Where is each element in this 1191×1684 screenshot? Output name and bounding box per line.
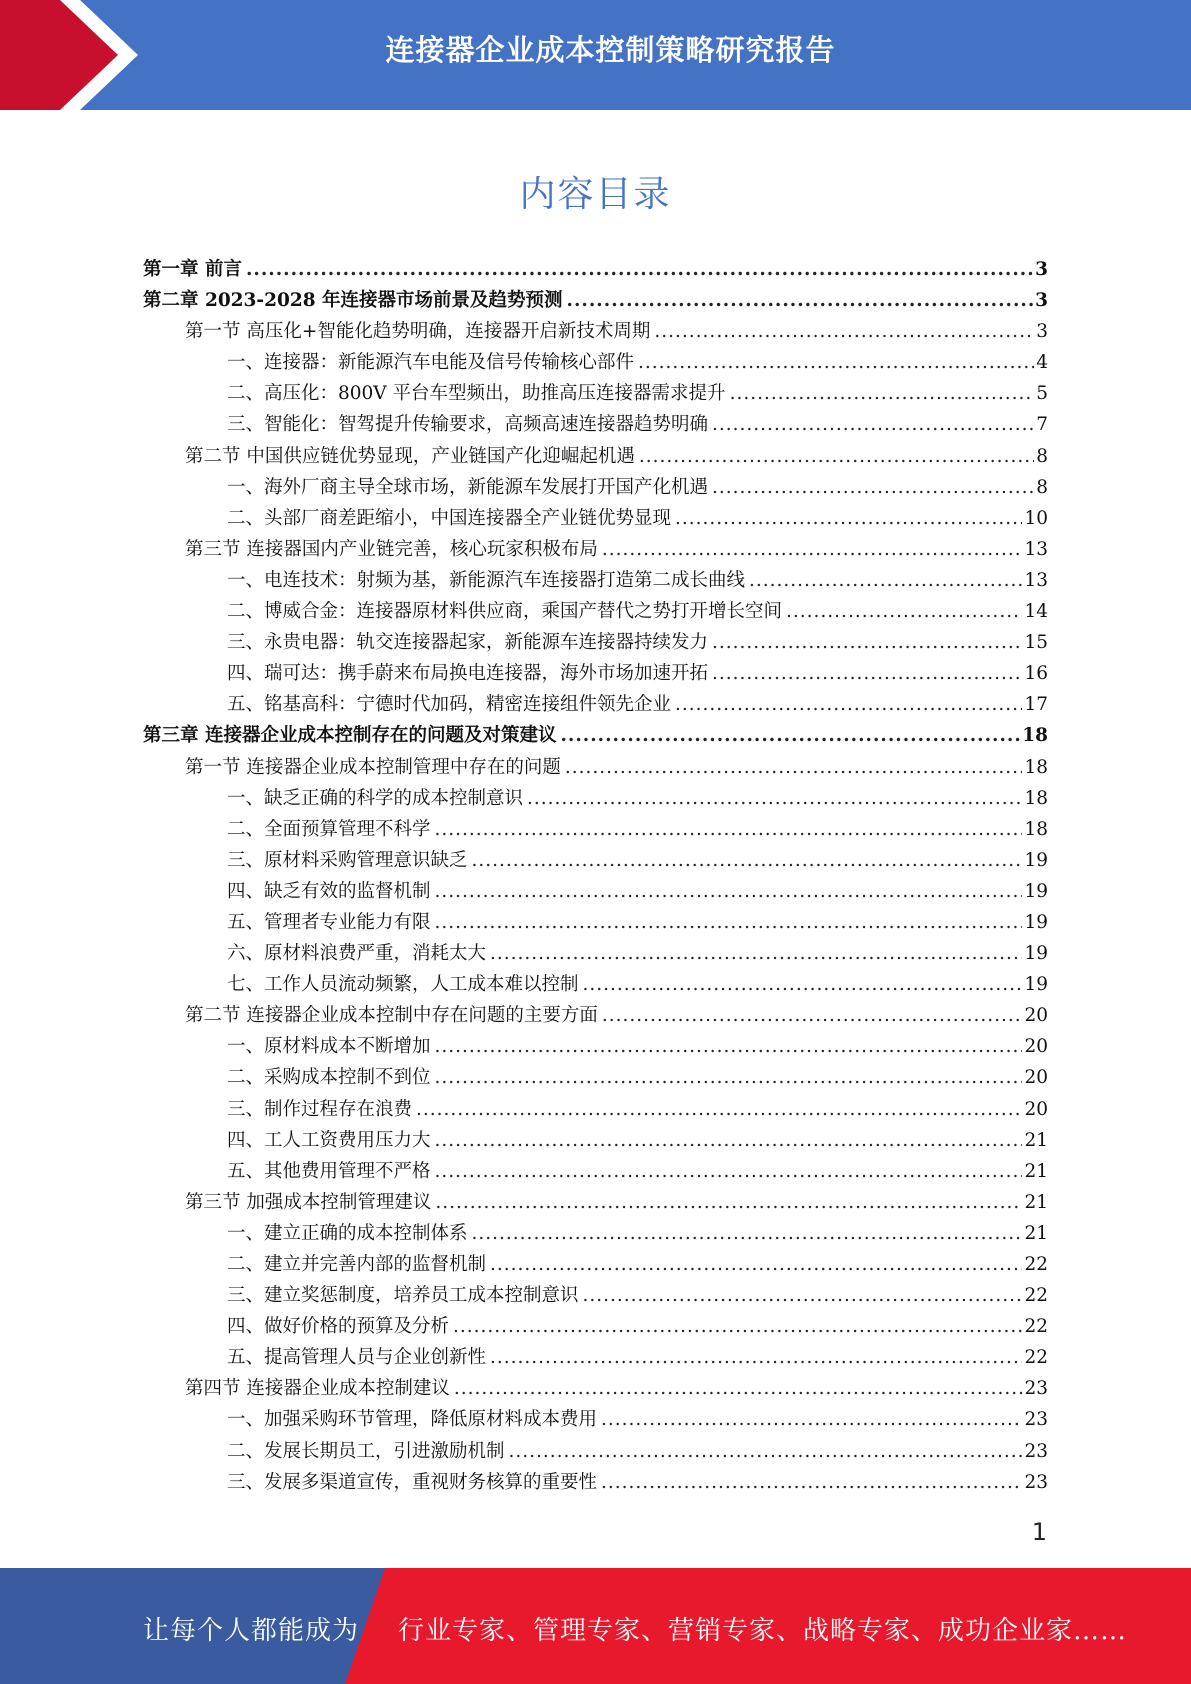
toc-entry-page: 5 [1036, 383, 1048, 405]
toc-entry[interactable] [143, 1156, 1048, 1187]
toc-dot-leader [601, 1404, 1022, 1435]
toc-dot-leader [654, 316, 1034, 347]
toc-entry-page: 3 [1035, 290, 1048, 312]
report-title: 连接器企业成本控制策略研究报告 [385, 33, 836, 67]
toc-dot-leader [527, 783, 1022, 814]
toc-dot-leader [712, 627, 1022, 658]
toc-entry-title: 七、工作人员流动频繁，人工成本难以控制 [227, 974, 579, 996]
toc-entry-page: 21 [1024, 1222, 1048, 1244]
toc-entry-page: 8 [1036, 445, 1048, 467]
toc-entry-page: 19 [1024, 880, 1048, 902]
toc-dot-leader [435, 1156, 1023, 1187]
toc-entry-title: 三、建立奖惩制度，培养员工成本控制意识 [227, 1285, 579, 1307]
toc-entry-page: 10 [1024, 507, 1048, 529]
toc-entry-title: 三、原材料采购管理意识缺乏 [227, 849, 468, 871]
toc-entry[interactable] [143, 752, 1048, 783]
toc-entry[interactable] [143, 347, 1048, 378]
toc-entry-page: 7 [1036, 414, 1048, 436]
toc-entry-title: 五、管理者专业能力有限 [227, 911, 431, 933]
toc-entry[interactable] [143, 1342, 1048, 1373]
toc-entry-page: 23 [1024, 1440, 1048, 1462]
toc-entry[interactable] [143, 441, 1048, 472]
toc-dot-leader [435, 876, 1023, 907]
toc-dot-leader [567, 285, 1034, 316]
toc-dot-leader [601, 1467, 1022, 1498]
toc-dot-leader [472, 845, 1023, 876]
toc-dot-leader [490, 1249, 1022, 1280]
toc-dot-leader [583, 969, 1023, 1000]
toc-dot-leader [560, 720, 1020, 751]
toc-entry-page: 19 [1024, 911, 1048, 933]
toc-entry-page: 23 [1024, 1378, 1048, 1400]
toc-dot-leader [675, 503, 1022, 534]
toc-entry-title: 一、连接器：新能源汽车电能及信号传输核心部件 [227, 352, 635, 374]
toc-dot-leader [602, 534, 1023, 565]
toc-dot-leader [509, 1436, 1023, 1467]
toc-entry-title: 二、建立并完善内部的监督机制 [227, 1254, 487, 1275]
toc-entry-page: 22 [1024, 1254, 1048, 1275]
toc-entry[interactable] [143, 969, 1048, 1000]
toc-entry-title: 二、高压化：800V 平台车型频出，助推高压连接器需求提升 [227, 383, 726, 405]
toc-dot-leader [490, 938, 1022, 969]
toc-dot-leader [730, 378, 1035, 409]
toc-entry-page: 20 [1024, 1005, 1048, 1027]
toc-entry-title: 第三节 加强成本控制管理建议 [185, 1191, 432, 1213]
toc-entry-title: 四、工人工资费用压力大 [227, 1129, 431, 1151]
toc-entry-title: 第四节 连接器企业成本控制建议 [185, 1378, 450, 1400]
toc-entry-title: 第三节 连接器国内产业链完善，核心玩家积极布局 [185, 538, 598, 560]
toc-dot-leader [490, 1342, 1022, 1373]
toc-dot-leader [638, 347, 1034, 378]
toc-entry-title: 一、电连技术：射频为基，新能源汽车连接器打造第二成长曲线 [227, 569, 746, 591]
toc-dot-leader [583, 1280, 1023, 1311]
toc-entry-title: 第一节 连接器企业成本控制管理中存在的问题 [185, 756, 561, 778]
toc-entry-page: 19 [1024, 974, 1048, 996]
toc-entry-title: 二、头部厂商差距缩小，中国连接器全产业链优势显现 [227, 507, 672, 529]
toc-dot-leader [602, 1000, 1023, 1031]
toc-entry-page: 21 [1024, 1191, 1048, 1213]
toc-entry-page: 22 [1024, 1316, 1048, 1338]
toc-entry[interactable] [143, 938, 1048, 969]
toc-entry[interactable] [143, 316, 1048, 347]
toc-entry[interactable] [143, 1187, 1048, 1218]
toc-entry-title: 第二章 2023-2028 年连接器市场前景及趋势预测 [143, 290, 563, 312]
toc-entry-title: 第一节 高压化+智能化趋势明确，连接器开启新技术周期 [185, 321, 651, 343]
footer-slogan-left: 让每个人都能成为 [143, 1616, 360, 1646]
toc-entry[interactable] [143, 534, 1048, 565]
toc-entry-title: 第二节 中国供应链优势显现，产业链国产化迎崛起机遇 [185, 445, 635, 467]
toc-entry-page: 18 [1024, 818, 1048, 840]
toc-dot-leader [639, 441, 1034, 472]
toc-entry[interactable] [143, 409, 1048, 440]
toc-entry-page: 20 [1024, 1036, 1048, 1058]
toc-entry[interactable] [143, 254, 1048, 285]
toc-entry-page: 21 [1024, 1129, 1048, 1151]
toc-entry-title: 第三章 连接器企业成本控制存在的问题及对策建议 [143, 725, 557, 747]
toc-entry-title: 二、采购成本控制不到位 [227, 1067, 431, 1089]
toc-dot-leader [454, 1373, 1023, 1404]
toc-entry[interactable] [143, 1311, 1048, 1342]
page-header [0, 0, 1191, 110]
toc-dot-leader [453, 1311, 1022, 1342]
toc-dot-leader [435, 1031, 1023, 1062]
toc-entry[interactable] [143, 1436, 1048, 1467]
toc-dot-leader [435, 814, 1023, 845]
toc-entry[interactable] [143, 1249, 1048, 1280]
toc-entry-title: 二、博威合金：连接器原材料供应商，乘国产替代之势打开增长空间 [227, 601, 783, 623]
toc-entry[interactable] [143, 1280, 1048, 1311]
toc-entry[interactable] [143, 814, 1048, 845]
toc-entry[interactable] [143, 1000, 1048, 1031]
toc-entry-page: 21 [1024, 1160, 1048, 1182]
toc-entry-title: 四、做好价格的预算及分析 [227, 1316, 450, 1338]
toc-entry[interactable] [143, 378, 1048, 409]
toc-entry[interactable] [143, 596, 1048, 627]
toc-entry[interactable] [143, 627, 1048, 658]
toc-entry-page: 3 [1036, 321, 1048, 343]
toc-entry-page: 13 [1024, 569, 1048, 591]
toc-dot-leader [472, 1218, 1023, 1249]
toc-dot-leader [246, 254, 1033, 285]
toc-entry[interactable] [143, 1218, 1048, 1249]
toc-dot-leader [416, 1094, 1022, 1125]
toc-entry-title: 第二节 连接器企业成本控制中存在问题的主要方面 [185, 1005, 598, 1027]
toc-dot-leader [675, 689, 1022, 720]
toc-entry-title: 四、瑞可达：携手蔚来布局换电连接器，海外市场加速开拓 [227, 663, 709, 685]
toc-entry[interactable] [143, 565, 1048, 596]
toc-entry-title: 三、发展多渠道宣传，重视财务核算的重要性 [227, 1471, 598, 1493]
toc-entry-title: 一、缺乏正确的科学的成本控制意识 [227, 787, 524, 809]
toc-entry[interactable] [143, 783, 1048, 814]
toc-entry[interactable] [143, 1373, 1048, 1404]
toc-entry-page: 17 [1024, 694, 1048, 716]
toc-entry-title: 一、海外厂商主导全球市场，新能源车发展打开国产化机遇 [227, 476, 709, 498]
toc-entry[interactable] [143, 720, 1048, 751]
toc-entry-title: 三、永贵电器：轨交连接器起家，新能源车连接器持续发力 [227, 632, 709, 654]
toc-entry-title: 二、全面预算管理不科学 [227, 818, 431, 840]
toc-entry-page: 19 [1024, 849, 1048, 871]
toc-entry-title: 第一章 前言 [143, 259, 242, 280]
toc-entry-page: 16 [1024, 663, 1048, 685]
toc-entry-page: 4 [1036, 352, 1048, 374]
toc-entry-title: 六、原材料浪费严重，消耗太大 [227, 943, 487, 965]
toc-dot-leader [565, 752, 1023, 783]
footer-slogan-right: 行业专家、管理专家、营销专家、战略专家、成功企业家…… [398, 1616, 1128, 1646]
page-number: 1 [1031, 1518, 1047, 1546]
toc-dot-leader [435, 1125, 1023, 1156]
toc-entry-title: 三、智能化：智驾提升传输要求，高频高速连接器趋势明确 [227, 414, 709, 436]
toc-dot-leader [435, 1187, 1022, 1218]
toc-entry-title: 一、加强采购环节管理，降低原材料成本费用 [227, 1409, 598, 1431]
toc-entry-page: 14 [1024, 601, 1048, 623]
toc-entry[interactable] [143, 1094, 1048, 1125]
toc-entry-page: 19 [1024, 943, 1048, 965]
toc-entry-page: 18 [1022, 725, 1048, 747]
toc-entry-page: 22 [1024, 1347, 1048, 1369]
toc-entry-page: 3 [1035, 259, 1048, 280]
toc-entry-title: 一、原材料成本不断增加 [227, 1036, 431, 1058]
toc-dot-leader [749, 565, 1022, 596]
toc-dot-leader [435, 1062, 1023, 1093]
toc-entry[interactable] [143, 845, 1048, 876]
toc-entry-page: 23 [1024, 1471, 1048, 1493]
toc-entry[interactable] [143, 1404, 1048, 1435]
toc-entry-page: 23 [1024, 1409, 1048, 1431]
toc-entry-page: 18 [1024, 787, 1048, 809]
toc-entry[interactable] [143, 1031, 1048, 1062]
toc-entry-title: 五、铭基高科：宁德时代加码，精密连接组件领先企业 [227, 694, 672, 716]
toc-entry-title: 四、缺乏有效的监督机制 [227, 880, 431, 902]
toc-dot-leader [712, 472, 1034, 503]
toc-entry-page: 22 [1024, 1285, 1048, 1307]
page-footer [0, 1568, 1191, 1684]
toc-entry[interactable] [143, 1467, 1048, 1498]
toc-entry-title: 三、制作过程存在浪费 [227, 1098, 413, 1120]
toc-entry[interactable] [143, 658, 1048, 689]
toc-entry[interactable] [143, 472, 1048, 503]
toc-entry[interactable] [143, 285, 1048, 316]
toc-entry-page: 20 [1024, 1098, 1048, 1120]
toc-entry-page: 20 [1024, 1067, 1048, 1089]
toc-entry-page: 18 [1024, 756, 1048, 778]
toc-dot-leader [712, 409, 1034, 440]
toc-entry[interactable] [143, 689, 1048, 720]
toc-entry-page: 13 [1024, 538, 1048, 560]
toc-entry-title: 二、发展长期员工，引进激励机制 [227, 1440, 505, 1462]
toc-heading: 内容目录 [519, 174, 672, 215]
toc-entry[interactable] [143, 876, 1048, 907]
toc-entry[interactable] [143, 1062, 1048, 1093]
toc-dot-leader [712, 658, 1022, 689]
toc-entry-title: 一、建立正确的成本控制体系 [227, 1222, 468, 1244]
toc-entry[interactable] [143, 1125, 1048, 1156]
table-of-contents [143, 254, 1048, 1498]
toc-entry[interactable] [143, 503, 1048, 534]
toc-dot-leader [435, 907, 1023, 938]
toc-entry-page: 8 [1036, 476, 1048, 498]
toc-dot-leader [786, 596, 1022, 627]
toc-entry-title: 五、其他费用管理不严格 [227, 1160, 431, 1182]
toc-entry[interactable] [143, 907, 1048, 938]
toc-entry-title: 五、提高管理人员与企业创新性 [227, 1347, 487, 1369]
toc-entry-page: 15 [1024, 632, 1048, 654]
